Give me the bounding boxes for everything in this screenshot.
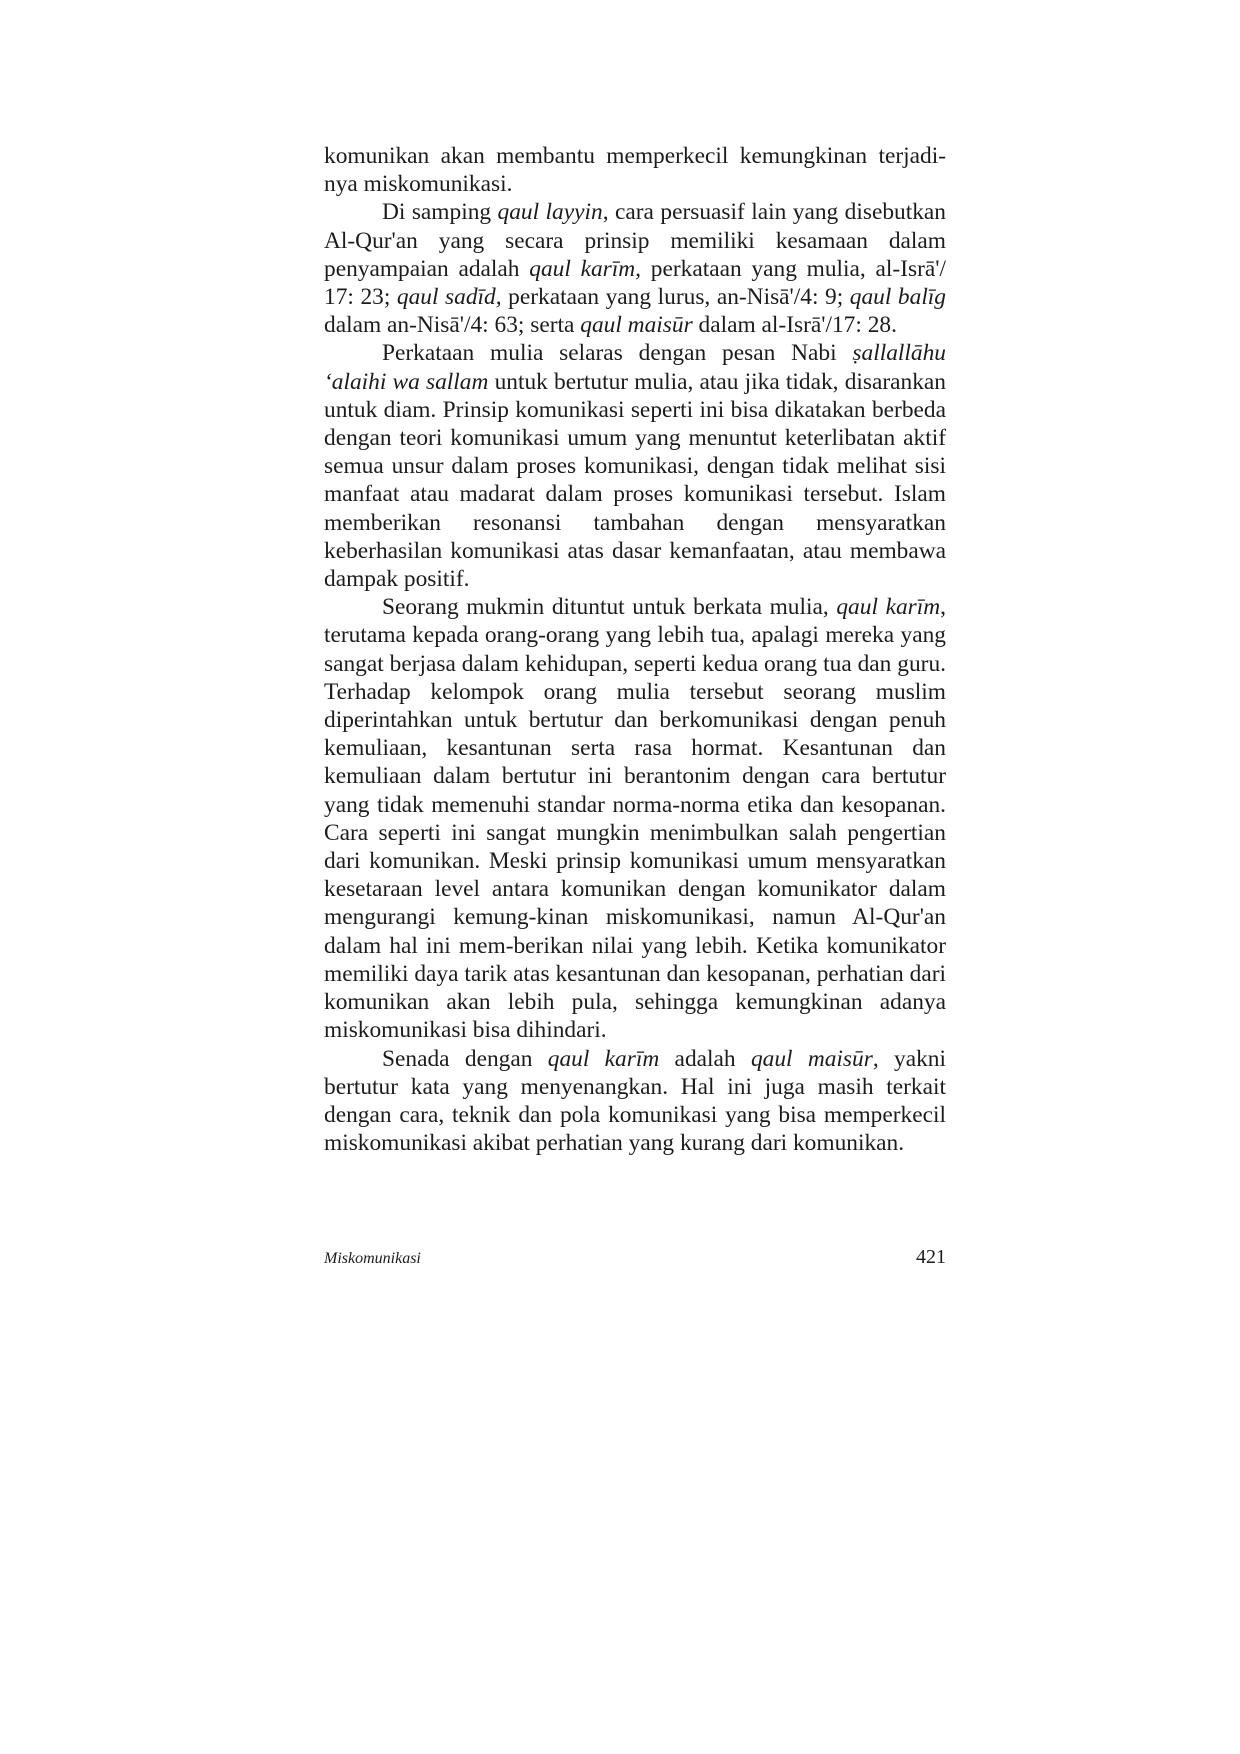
body-text xyxy=(324,142,946,1157)
paragraph xyxy=(324,339,946,593)
paragraph xyxy=(324,142,946,198)
italic-term: qaul balīg xyxy=(849,284,947,311)
italic-term: qaul layyin xyxy=(497,199,603,226)
text-run: untuk bertutur mulia, atau jika tidak, disarankan untuk diam. Prinsip komunikasi seperti ini bisa dikatakan berbeda dengan teori komunikasi umum yang menuntut keterlibatan aktif semua unsur dalam proses komunikasi, dengan tidak melihat sisi manfaat atau madarat dalam proses komunikasi tersebut. Islam memberikan resonansi tambahan dengan mensyaratkan keberhasilan komunikasi atas dasar kemanfaatan, atau membawa dampak positif. xyxy=(324,368,947,593)
text-run: , yakni bertutur kata yang menyenangkan. Hal ini juga masih terkait dengan cara, teknik dan pola komunikasi yang bisa memperkecil miskomunikasi akibat perhatian yang kurang dari komunikan. xyxy=(324,1045,946,1157)
text-run: komunikan akan membantu memperkecil kemungkinan terjadi-nya miskomunikasi. xyxy=(324,143,946,198)
paragraph xyxy=(324,593,946,1044)
text-run: dalam an-Nisā'/4: 63; serta xyxy=(324,312,581,339)
page-number: 421 xyxy=(916,1246,946,1268)
text-run: adalah xyxy=(659,1045,751,1072)
italic-term: qaul sadīd, xyxy=(396,284,502,311)
text-run: perkataan yang lurus, an-Nisā'/4: 9; xyxy=(501,284,850,311)
italic-term: qaul maisūr xyxy=(580,312,693,339)
italic-term: qaul karīm xyxy=(836,594,941,621)
italic-term: ṣallallāhu ‘alaihi wa sallam xyxy=(324,340,946,395)
text-run: , cara persuasif lain yang disebutkan Al-Qur'an yang secara prinsip memiliki kesamaan dalam penyampaian adalah xyxy=(324,199,946,282)
text-run: Senada dengan xyxy=(382,1045,548,1072)
paragraph xyxy=(324,198,946,339)
text-run: Di samping xyxy=(382,199,498,226)
italic-term: qaul karīm xyxy=(547,1045,660,1072)
text-run: , terutama kepada orang-orang yang lebih tua, apalagi mereka yang sangat berjasa dalam kehidupan, seperti kedua orang tua dan guru. Terhadap kelompok orang mulia tersebut seorang muslim diperintahkan untuk bertutur dan berkomunikasi dengan penuh kemuliaan, kesantunan serta rasa hormat. Kesantunan dan kemuliaan dalam bertutur ini berantonim dengan cara bertutur yang tidak memenuhi standar norma-norma etika dan kesopanan. Cara seperti ini sangat mungkin menimbulkan salah pengertian dari komunikan. Meski prinsip komunikasi umum mensyaratkan kesetaraan level antara komunikan dengan komunikator dalam mengurangi kemung-kinan miskomunikasi, namun Al-Qur'an dalam hal ini mem-berikan nilai yang lebih. Ketika komunikator memiliki daya tarik atas kesantunan dan kesopanan, perhatian dari komunikan akan lebih pula, sehingga kemungkinan adanya miskomunikasi bisa dihindari. xyxy=(324,594,946,1044)
italic-term: qaul karīm, xyxy=(529,255,642,282)
text-run: perkataan yang mulia, al-Isrā'/ 17: 23; xyxy=(324,255,946,311)
running-footer-title: Miskomunikasi xyxy=(324,1250,421,1267)
text-run: Seorang mukmin dituntut untuk berkata mulia, xyxy=(382,594,837,621)
italic-term: qaul maisūr xyxy=(750,1045,873,1072)
text-run: dalam al-Isrā'/17: 28. xyxy=(692,312,897,339)
text-run: Perkataan mulia selaras dengan pesan Nabi xyxy=(382,340,853,367)
paragraph xyxy=(324,1045,946,1158)
